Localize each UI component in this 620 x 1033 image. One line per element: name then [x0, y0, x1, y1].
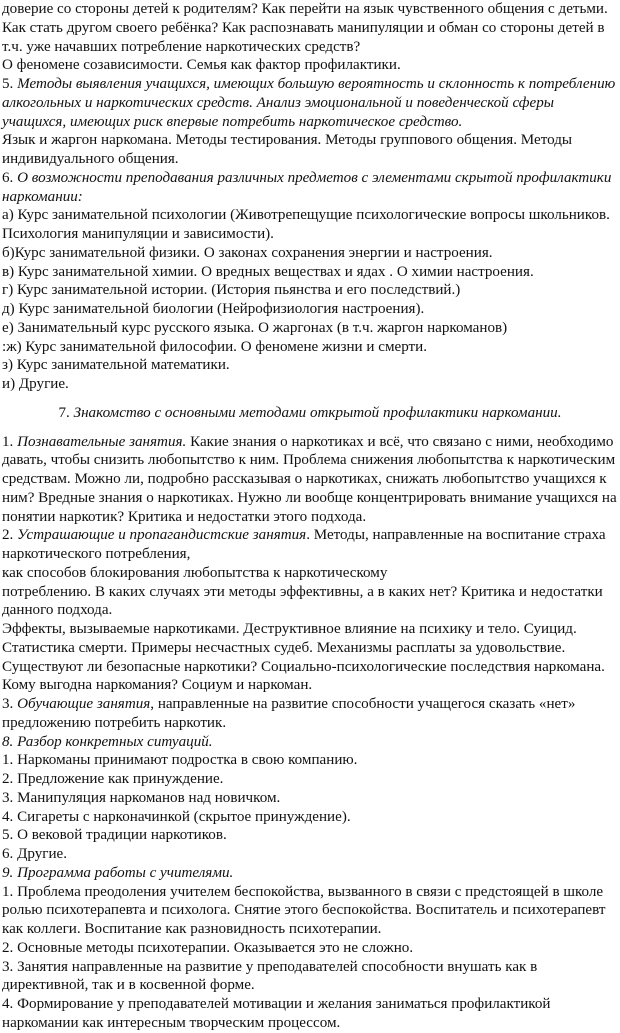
- paragraph: Эффекты, вызываемые наркотиками. Деструктивное влияние на психику и тело. Суицид. Статистика смерти. Примеры несчастных судеб. Механизмы расплаты за удовольствие. Существуют ли безопасные наркотики? Социально-психологические последствия наркомана. Кому выгодна наркомания? Социум и наркоман.: [2, 621, 605, 694]
- numbered-item: [2, 75, 618, 131]
- paragraph: доверие со стороны детей к родителям? Как перейти на язык чувственного общения с детьми. Как стать другом своего ребёнка? Как распознавать манипуляции и обман со стороны детей в т.ч. уже начавших потребление наркотических средств?: [2, 1, 608, 55]
- paragraph: 2. Предложение как принуждение.: [2, 771, 224, 787]
- item-text: , направленные на развитие способности учащегося сказать «нет» предложению потребить наркотик.: [2, 696, 576, 731]
- paragraph: в) Курс занимательной химии. О вредных веществах и ядах . О химии настроения.: [2, 263, 534, 280]
- paragraph: 4. Сигареты с нарконачинкой (скрытое принуждение).: [2, 808, 351, 825]
- italic-title: Знакомство с основными методами открытой профилактики наркомании.: [73, 404, 562, 421]
- italic-title: Программа работы с учителями.: [17, 864, 234, 881]
- paragraph: как способов блокирования любопытства к наркотическому: [2, 564, 388, 581]
- section-heading: [2, 404, 618, 423]
- item-number: 7.: [58, 404, 74, 421]
- italic-title: Устрашающие и пропагандистские занятия: [17, 527, 307, 544]
- item-text: . Методы, направленные на воспитание страха наркотического потребления,: [2, 527, 606, 562]
- numbered-item: [2, 433, 618, 527]
- paragraph: е) Занимательный курс русского языка. О жаргонах (в т.ч. жаргон наркоманов): [2, 319, 508, 336]
- paragraph: 3. Манипуляция наркоманов над новичком.: [2, 789, 281, 806]
- numbered-item: [2, 526, 618, 564]
- numbered-item: [2, 733, 618, 752]
- italic-title: Методы выявления учащихся, имеющих большую вероятность и склонность к потреблению алкогольных и наркотических средств. Анализ эмоциональной и поведенческой сферы учащихся, имеющих риск впервые потребить наркотическое средство.: [2, 76, 616, 130]
- italic-title: О возможности преподавания различных предметов с элементами скрытой профилактики наркомании:: [2, 169, 612, 205]
- item-number: 9.: [2, 864, 18, 881]
- paragraph: з) Курс занимательной математики.: [2, 357, 230, 374]
- paragraph: 6. Другие.: [2, 846, 68, 862]
- paragraph: О феномене созависимости. Семья как фактор профилактики.: [2, 57, 401, 74]
- paragraph: г) Курс занимательной истории. (История пьянства и его последствий.): [2, 282, 461, 299]
- item-number: 2.: [2, 527, 18, 544]
- paragraph: 1. Проблема преодоления учителем беспокойства, вызванного в связи с предстоящей в школе ролью психотерапевта и психолога. Снятие этого беспокойства. Воспитатель и психотерапевт как коллеги. Воспитание как разновидность психотерапии.: [2, 883, 606, 937]
- item-text: Какие знания о наркотиках и всё, что связано с ними, необходимо давать, чтобы снизить любопытство к ним. Проблема снижения любопытства к наркотическим средствам. Можно ли, подробно рассказывая о наркотиках, снижать любопытство учащихся к ним? Вредные знания о наркотиках. Нужно ли вообще концентрировать внимание учащихся на понятии наркотик? Критика и недостатки этого подхода.: [2, 433, 617, 525]
- numbered-item: [2, 169, 618, 207]
- paragraph: а) Курс занимательной психологии (Животрепещущие психологические вопросы школьников. Психология манипуляции и зависимости).: [2, 207, 610, 242]
- paragraph: 5. О вековой традиции наркотиков.: [2, 827, 227, 844]
- paragraph: б)Курс занимательной физики. О законах сохранения энергии и настроения.: [2, 244, 493, 261]
- italic-title: Обучающие занятия: [17, 696, 151, 712]
- numbered-item: [2, 864, 618, 883]
- paragraph: Язык и жаргон наркомана. Методы тестирования. Методы группового общения. Методы индивидуального общения.: [2, 132, 573, 167]
- paragraph: :ж) Курс занимательной философии. О феномене жизни и смерти.: [2, 338, 428, 355]
- paragraph: д) Курс занимательной биологии (Нейрофизиология настроения).: [2, 301, 425, 317]
- paragraph: 4. Формирование у преподавателей мотивации и желания заниматься профилактикой наркомании как интересным творческим процессом.: [2, 996, 551, 1031]
- italic-title: Познавательные занятия.: [17, 433, 187, 450]
- item-number: 6.: [2, 169, 18, 186]
- paragraph: и) Другие.: [2, 376, 69, 392]
- document-page: [2, 0, 618, 1033]
- paragraph: потреблению. В каких случаях эти методы эффективны, а в каких нет? Критика и недостатки данного подхода.: [2, 583, 603, 619]
- item-number: 3.: [2, 696, 18, 712]
- item-number: 5.: [2, 76, 18, 92]
- paragraph: 2. Основные методы психотерапии. Оказывается это не сложно.: [2, 939, 414, 956]
- paragraph: 1. Наркоманы принимают подростка в свою компанию.: [2, 752, 358, 769]
- numbered-item: [2, 695, 618, 733]
- paragraph: 3. Занятия направленные на развитие у преподавателей способности внушать как в директивной, так и в косвенной форме.: [2, 958, 538, 994]
- item-number: 1.: [2, 433, 18, 450]
- italic-title: Разбор конкретных ситуаций.: [17, 733, 213, 750]
- item-number: 8.: [2, 733, 18, 750]
